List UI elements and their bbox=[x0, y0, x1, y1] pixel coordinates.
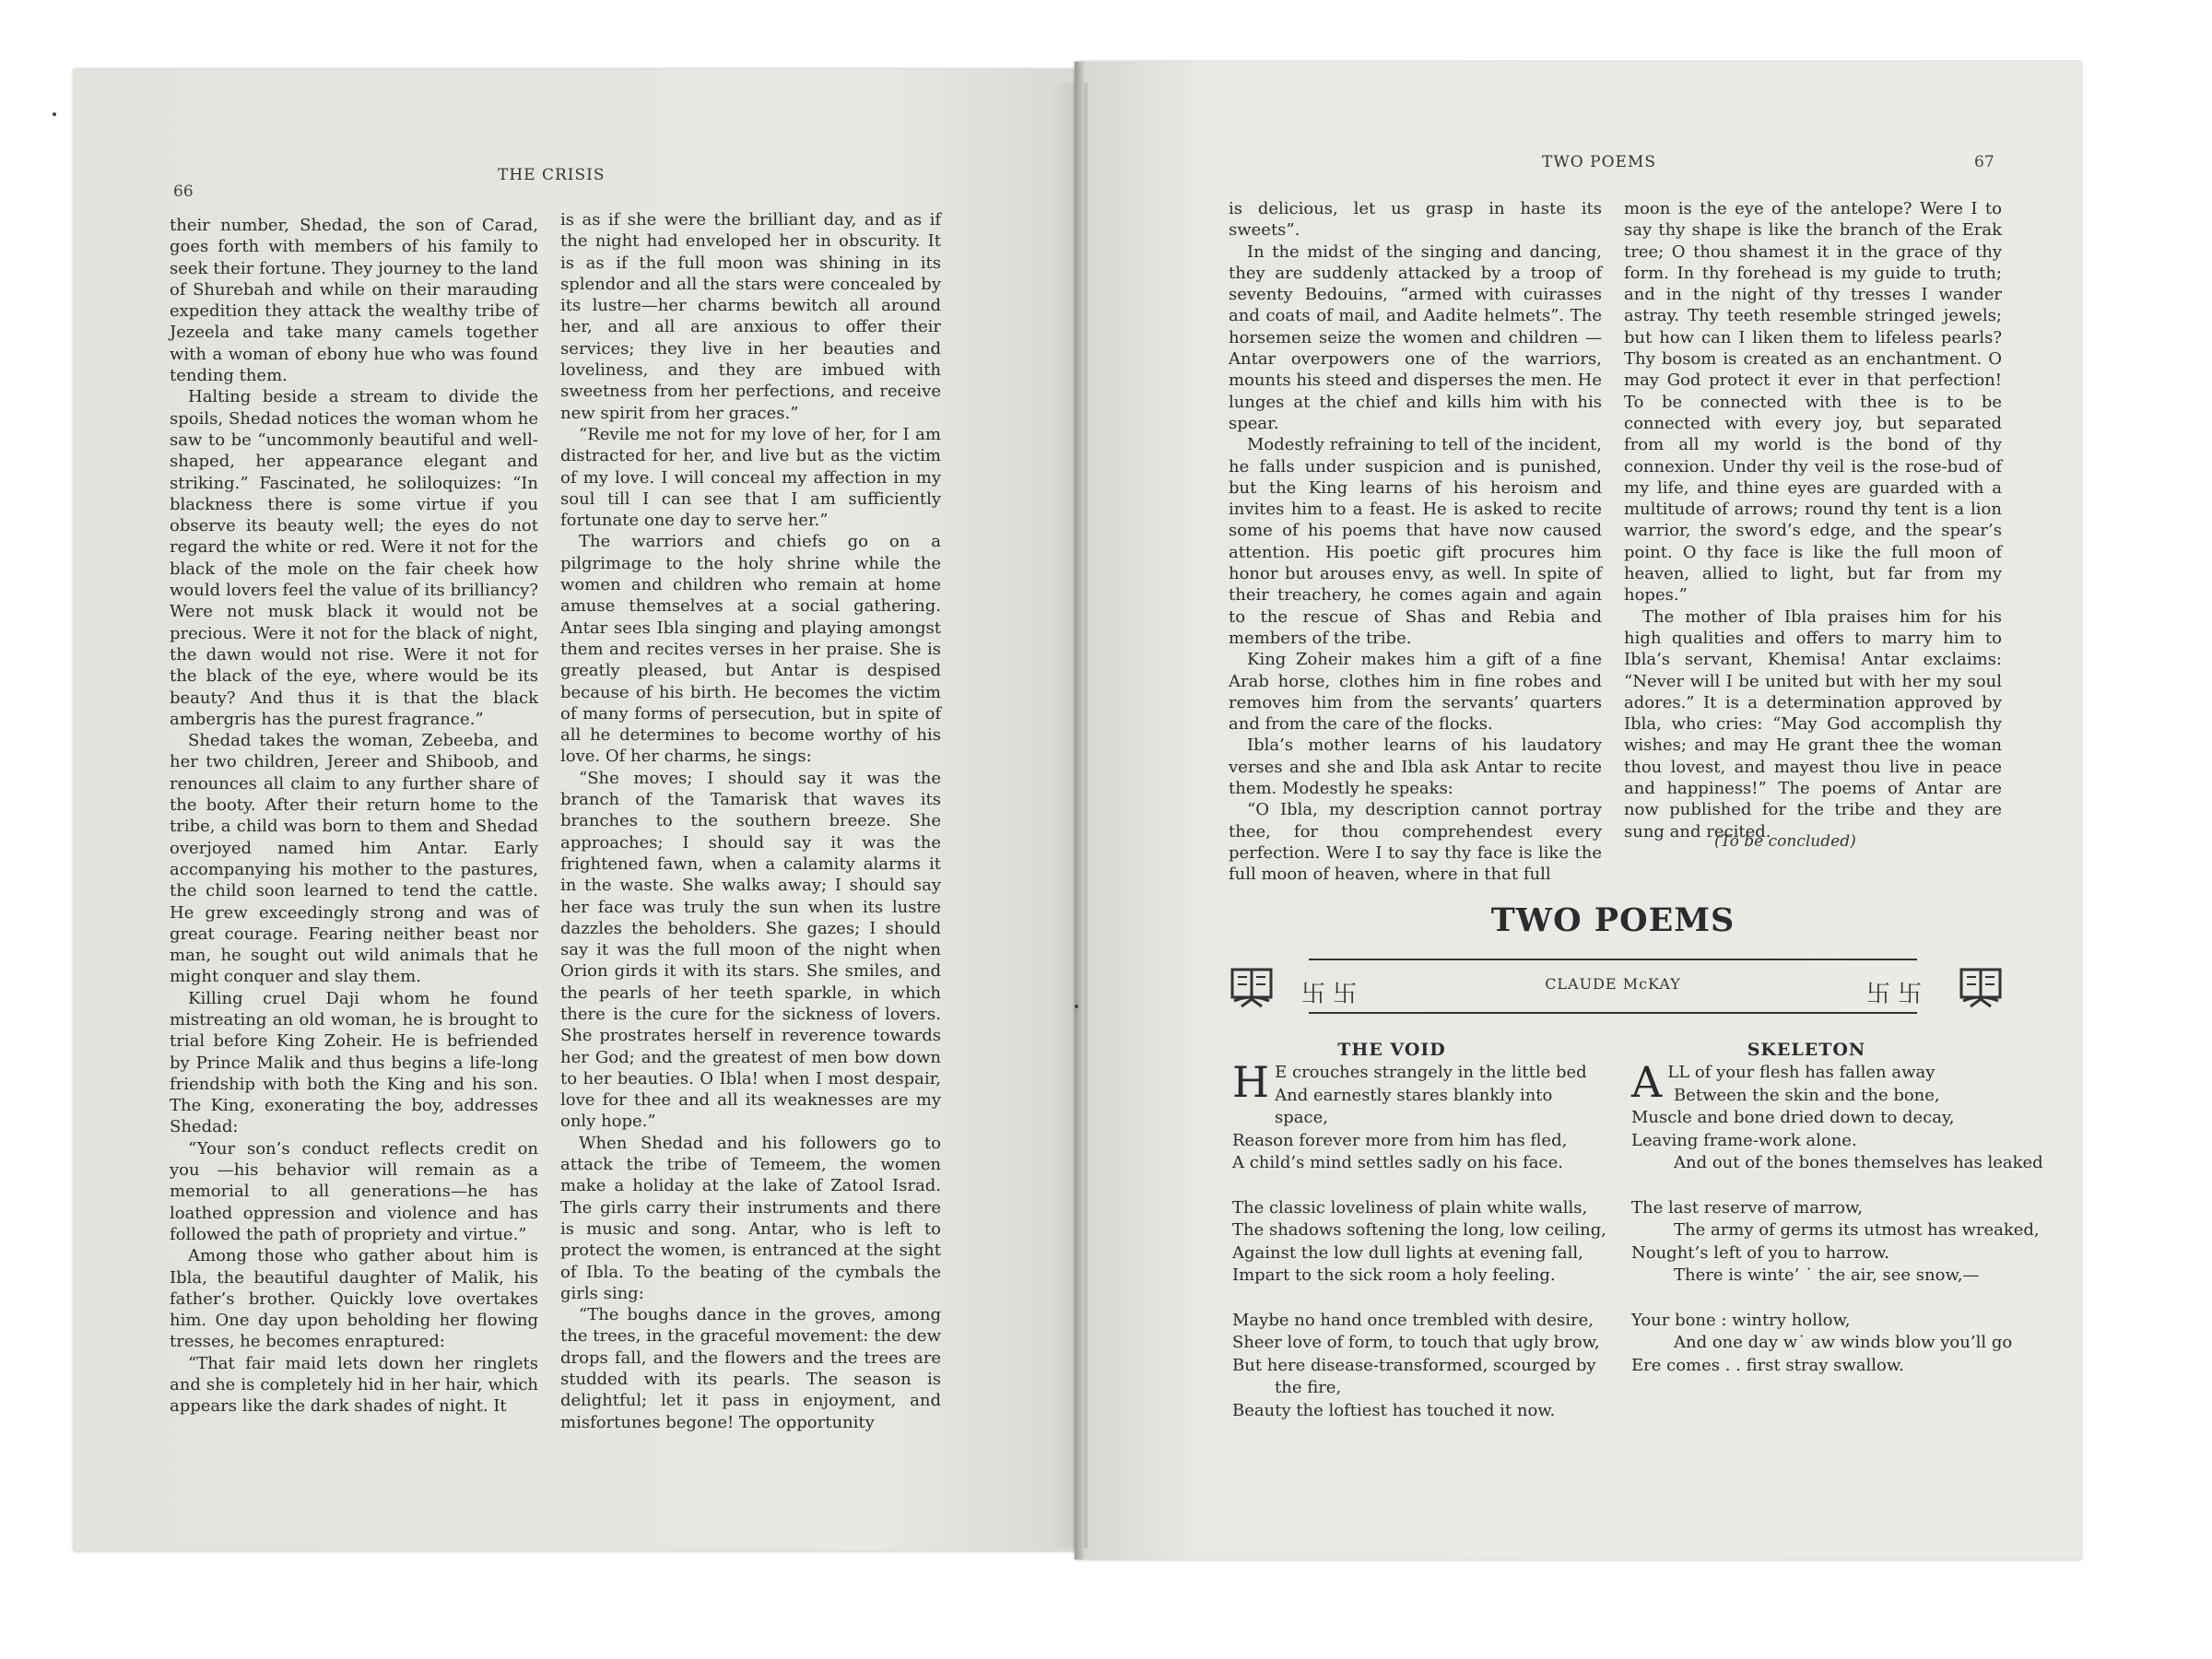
poem-line: But here disease-transformed, scourged by bbox=[1232, 1355, 1596, 1375]
book-ornament-left-icon bbox=[1229, 966, 1275, 1010]
to-be-concluded: (To be concluded) bbox=[1714, 832, 1856, 851]
page-number-right: 67 bbox=[1974, 153, 1994, 171]
poem-line: And earnestly stares blankly into bbox=[1275, 1085, 1553, 1105]
poem-line: Between the skin and the bone, bbox=[1674, 1085, 1940, 1105]
paragraph: “She moves; I should say it was the branch of the Tamarisk that waves its branches to the southern breeze. She approaches; I should say it was the frightened fawn, when a calamity alarms it in the waste. She walks away; I should say her face was truly the sun when its lustre dazzles the beholders. She gazes; I should say it was the full moon of the night when Orion girds it with its stars. She smiles, and the pearls of her teeth sparkle, in which there is the cure for the sickness of lovers. She prostrates herself in reverence towards her God; and the greatest of men bow down to her beauties. O Ibla! when I most despair, love for thee and all its weaknesses are my only hope.” bbox=[560, 768, 941, 1132]
poem-line: Nought’s left of you to harrow. bbox=[1631, 1242, 1889, 1263]
rule-bottom bbox=[1309, 1012, 1917, 1014]
running-head-left: THE CRISIS bbox=[498, 166, 606, 184]
paragraph: In the midst of the singing and dancing, they are suddenly attacked by a troop of seventy Bedouins, “armed with cuirasses and coats of mail, and Aadite helmets”. The horsemen seize the women and children —Antar overpowers one of the warriors, mounts his steed and disperses the men. He lunges at the chief and kills him with his spear. bbox=[1229, 241, 1602, 433]
poem-line: Beauty the loftiest has touched it now. bbox=[1232, 1400, 1556, 1420]
running-head-right: TWO POEMS bbox=[1542, 153, 1656, 171]
paragraph: The warriors and chiefs go on a pilgrimage to the holy shrine while the women and children who remain at home amuse themselves at a social gathering. Antar sees Ibla singing and playing amongst them and recites verses in her praise. She is greatly pleased, but Antar is despised because of his birth. He becomes the victim of many forms of persecution, but in spite of all he determines to become worthy of his love. Of her charms, he sings: bbox=[560, 532, 941, 767]
paragraph: Among those who gather about him is Ibla, the beautiful daughter of Malik, his father’s brother. Quickly love overtakes him. One day upon beholding her flowing tresses, he becomes enraptured: bbox=[170, 1246, 538, 1352]
paragraph: Killing cruel Daji whom he found mistreating an old woman, he is brought to trial before King Zoheir. He is befriended by Prince Malik and thus begins a life-long friendship with both the King and his son. The King, exonerating the boy, addresses Shedad: bbox=[170, 988, 538, 1137]
paragraph: “That fair maid lets down her ringlets and she is completely hid in her hair, which appears like the dark shades of night. It bbox=[170, 1353, 538, 1417]
poem-line: Reason forever more from him has fled, bbox=[1232, 1130, 1568, 1150]
paragraph: is delicious, let us grasp in haste its sweets”. bbox=[1229, 199, 1602, 241]
paragraph: When Shedad and his followers go to attack the tribe of Temeem, the women make a holiday at the lake of Zatool Israd. The girls carry their instruments and there is music and song. Antar, who is left to protect the women, is entranced at the sight of Ibla. To the beating of the cymbals the girls sing: bbox=[560, 1133, 941, 1303]
paragraph: moon is the eye of the antelope? Were I to say thy shape is like the branch of the Erak tree; O thou shamest it in the grace of thy form. In thy forehead is my guide to truth; and in the night of thy tresses I wander astray. Thy teeth resemble stringed jewels; but how can I liken them to lifeless pearls? Thy bosom is created as an enchantment. O may God protect it ever in that perfection! To be connected with thee is to be connected with every joy, but separated from all my world is the bond of thy connexion. Under thy veil is the rose-bud of my life, and thine eyes are guarded with a multitude of arrows; round thy tent is a lion warrior, the sword’s edge, and the spear’s point. O thy face is like the full moon of heaven, allied to light, but far from my hopes.” bbox=[1624, 199, 2002, 606]
poem-line: space, bbox=[1275, 1108, 1328, 1127]
paragraph: Modestly refraining to tell of the incident, he falls under suspicion and is punished, but the King learns of his heroism and invites him to a feast. He is asked to recite some of his poems that have now caused attention. His poetic gift procures him honor but arouses envy, as well. In spite of their treachery, he comes again and again to the rescue of Shas and Rebia and members of the tribe. bbox=[1229, 435, 1602, 648]
stanza-break bbox=[1631, 1175, 2018, 1197]
drop-cap: H bbox=[1232, 1057, 1270, 1107]
paragraph: “Your son’s conduct reflects credit on you —his behavior will remain as a memorial to all generations—he has loathed oppression and violence and has followed the path of propriety and virtue.” bbox=[170, 1138, 538, 1244]
poem-line: There is winte’ ˙ the air, see snow,— bbox=[1674, 1265, 1980, 1285]
poem-line: And out of the bones themselves has leaked bbox=[1674, 1153, 2043, 1172]
dust-speck bbox=[1075, 1005, 1078, 1008]
paragraph: Shedad takes the woman, Zebeeba, and her two children, Jereer and Shiboob, and renounces all claim to any further share of the booty. After their return home to the tribe, a child was born to them and Shedad overjoyed named him Antar. Early accompanying his mother to the pastures, the child soon learned to tend the cattle. He grew exceedingly strong and was of great courage. Fearing neither beast nor man, he sought out wild animals that he might conquer and slay them. bbox=[170, 731, 538, 987]
paragraph: “The boughs dance in the groves, among the trees, in the graceful movement: the dew drops fall, and the flowers and the trees are studded with its pearls. The season is delightful; let it pass in enjoyment, and misfortunes begone! The opportunity bbox=[560, 1305, 941, 1432]
left-column-2 bbox=[560, 209, 941, 1433]
poem-line: Against the low dull lights at evening fall, bbox=[1232, 1242, 1583, 1263]
poem-line: Ere comes . . first stray swallow. bbox=[1631, 1355, 1904, 1375]
poem-line: The shadows softening the long, low ceiling, bbox=[1232, 1220, 1606, 1240]
author-byline: CLAUDE McKAY bbox=[1545, 975, 1681, 993]
ornament-right-icon: 卐 卐 bbox=[1866, 981, 1923, 1008]
poem-line: And one day w˙ aw winds blow you’ll go bbox=[1674, 1333, 2013, 1352]
paragraph: The mother of Ibla praises him for his high qualities and offers to marry him to Ibla’s servant, Khemisa! Antar exclaims: “Never will I be united but with her my soul adores.” It is a determination approved by Ibla, who cries: “May God accomplish thy wishes; and may He grant thee the woman thou lovest, and mayest thou live in peace and happiness!” The poems of Antar are now published for the tribe and they are sung and recited. bbox=[1624, 606, 2002, 841]
paragraph: King Zoheir makes him a gift of a fine Arab horse, clothes him in fine robes and removes him from the servants’ quarters and from the care of the flocks. bbox=[1229, 650, 1602, 735]
paragraph: their number, Shedad, the son of Carad, goes forth with members of his family to seek their fortune. They journey to the land of Shurebah and while on their marauding expedition they attack the wealthy tribe of Jezeela and take many camels together with a woman of ebony hue who was found tending them. bbox=[170, 216, 538, 386]
poem-line-text: E crouches strangely in the little bed bbox=[1275, 1063, 1587, 1082]
paragraph: “O Ibla, my description cannot portray thee, for thou comprehendest every perfection. Were I to say thy face is like the full moon of heaven, where in that full bbox=[1229, 800, 1602, 885]
ornament-left-icon: 卐 卐 bbox=[1301, 981, 1358, 1008]
poem-line: Impart to the sick room a holy feeling. bbox=[1232, 1265, 1556, 1285]
poem-line: Sheer love of form, to touch that ugly brow, bbox=[1232, 1333, 1600, 1352]
stanza-break bbox=[1631, 1288, 2018, 1310]
dust-speck bbox=[53, 112, 56, 116]
stanza-break bbox=[1232, 1288, 1619, 1310]
section-title: TWO POEMS bbox=[1490, 901, 1735, 939]
poem-the-void bbox=[1232, 1057, 1619, 1422]
poem-line: Your bone : wintry hollow, bbox=[1631, 1310, 1851, 1330]
stanza-break bbox=[1232, 1175, 1619, 1197]
paragraph: is as if she were the brilliant day, and as if the night had enveloped her in obscurity. It is as if the full moon was shining in its splendor and all the stars were concealed by its lustre—her charms bewitch all around her, and all are anxious to offer their services; they live in her beauties and loveliness, and they are imbued with sweetness from her perfections, and receive new spirit from her graces.” bbox=[560, 210, 941, 423]
poem-title-skeleton: SKELETON bbox=[1747, 1040, 1866, 1060]
paragraph: Ibla’s mother learns of his laudatory verses and she and Ibla ask Antar to recite them. Modestly he speaks: bbox=[1229, 735, 1602, 799]
poem-title-void: THE VOID bbox=[1337, 1040, 1446, 1060]
poem-line: The last reserve of marrow, bbox=[1631, 1197, 1864, 1218]
right-column-1 bbox=[1229, 198, 1602, 886]
paragraph: Halting beside a stream to divide the spoils, Shedad notices the woman whom he saw to be “uncommonly beautiful and well-shaped, her appearance elegant and striking.” Fascinated, he soliloquizes: “In blackness there is some virtue if you observe its beauty well; the eyes do not regard the white or red. Were it not for the black of the mole on the fair cheek how would lovers feel the value of its brilliancy? Were not musk black it would not be precious. Were it not for the black of night, the dawn would not rise. Were it not for the black of the eye, where would be its beauty? And thus it is that the black ambergris has the purest fragrance.” bbox=[170, 387, 538, 729]
poem-line: Maybe no hand once trembled with desire, bbox=[1232, 1310, 1594, 1330]
drop-cap: A bbox=[1631, 1057, 1663, 1107]
poem-skeleton bbox=[1631, 1057, 2043, 1377]
paragraph: “Revile me not for my love of her, for I am distracted for her, and live but as the victim of my love. I will conceal my affection in my soul till I can see that I am sufficiently fortunate one day to serve her.” bbox=[560, 424, 941, 531]
poem-line-text: LL of your flesh has fallen away bbox=[1667, 1063, 1936, 1082]
page-number-left: 66 bbox=[173, 182, 194, 201]
rule-top bbox=[1309, 959, 1917, 960]
poem-line: Leaving frame-work alone. bbox=[1631, 1130, 1857, 1150]
right-column-2 bbox=[1624, 198, 2002, 842]
left-column-1 bbox=[170, 215, 538, 1418]
poem-line: the fire, bbox=[1275, 1378, 1342, 1397]
poem-line: Muscle and bone dried down to decay, bbox=[1631, 1108, 1955, 1127]
poem-line: The classic loveliness of plain white walls, bbox=[1232, 1197, 1588, 1218]
poem-line: A child’s mind settles sadly on his face. bbox=[1232, 1153, 1563, 1172]
spine bbox=[1075, 62, 1084, 1559]
book-ornament-right-icon bbox=[1958, 966, 2004, 1010]
poem-line: The army of germs its utmost has wreaked, bbox=[1674, 1220, 2040, 1240]
